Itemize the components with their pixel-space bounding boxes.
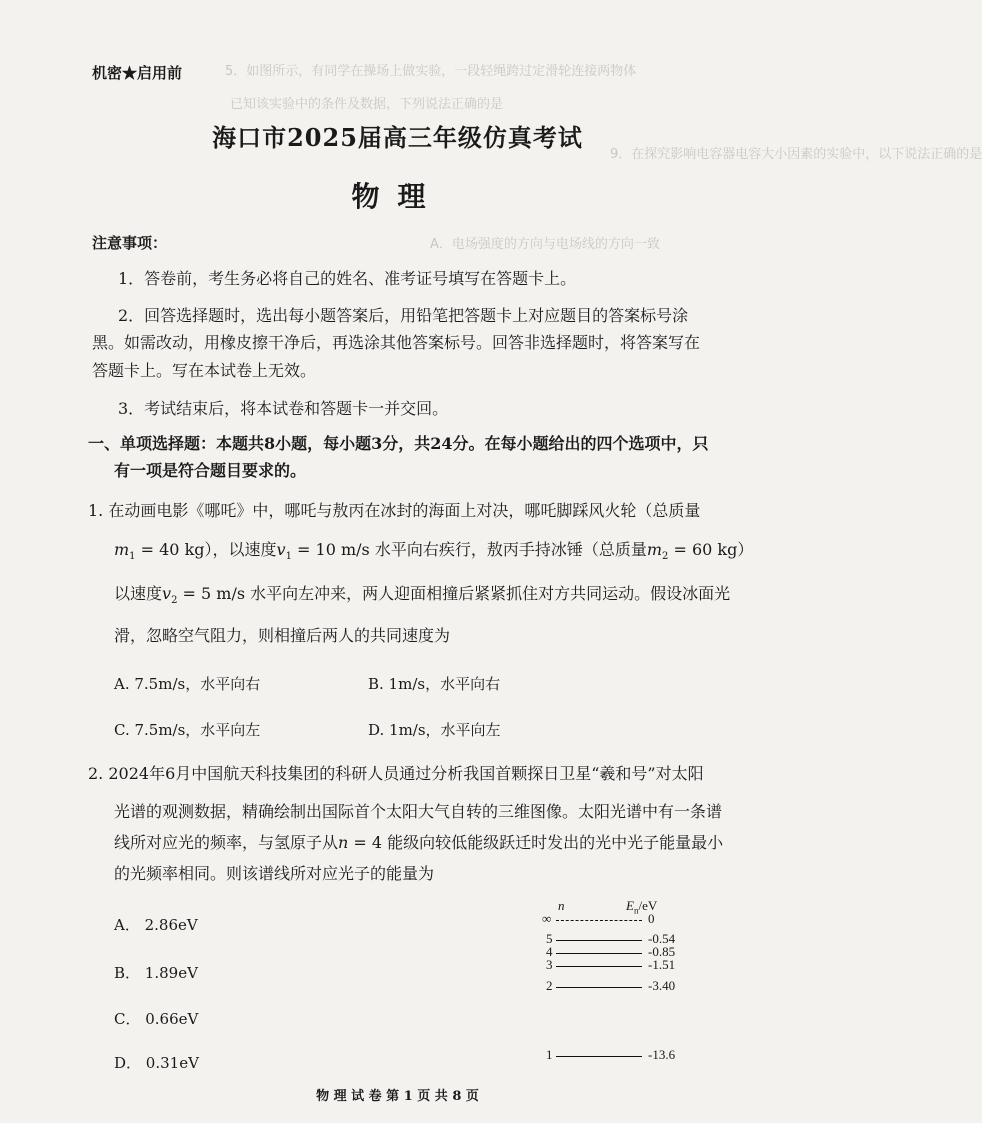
q2-stem: 线所对应光的频率，与氢原子从n = 4 能级向较低能级跃迁时发出的光中光子能量最小	[114, 833, 724, 852]
level-energy-label: -1.51	[648, 957, 676, 972]
energy-level-line	[556, 920, 642, 921]
q2-stem: 2. 2024年6月中国航天科技集团的科研人员通过分析我国首颗探日卫星“羲和号”对太阳	[88, 764, 704, 783]
level-energy-label: 0	[648, 911, 655, 926]
energy-level-line	[556, 966, 642, 967]
energy-level-line	[556, 953, 642, 954]
level-n-label: 1	[546, 1047, 553, 1062]
section-heading: 有一项是符合题目要求的。	[114, 461, 307, 480]
q1-option-d: D. 1m/s，水平向左	[368, 721, 501, 739]
bleed-through-text: 5．如图所示，有同学在操场上做实验，一段轻绳跨过定滑轮连接两物体	[225, 64, 637, 79]
section-heading: 一、单项选择题：本题共8小题，每小题3分，共24分。在每小题给出的四个选项中，只	[88, 434, 709, 453]
n-axis-label: n	[558, 898, 565, 913]
q2-stem: 光谱的观测数据，精确绘制出国际首个太阳大气自转的三维图像。太阳光谱中有一条谱	[114, 802, 723, 821]
level-n-label: 2	[546, 978, 553, 993]
level-energy-label: -13.6	[648, 1047, 676, 1062]
level-energy-label: -0.85	[648, 944, 676, 959]
q1-stem: 1. 在动画电影《哪吒》中，哪吒与敖丙在冰封的海面上对决，哪吒脚踩风火轮（总质量	[88, 501, 701, 520]
subject-title: 物理	[351, 180, 444, 213]
q1-stem: 以速度$v_2 = 5$ m/s 水平向左冲来，两人迎面相撞后紧紧抓住对方共同运动。假设冰面光	[114, 584, 731, 607]
bleed-through-text: A．电场强度的方向与电场线的方向一致	[430, 237, 660, 252]
notice-item: 1．答卷前，考生务必将自己的姓名、准考证号填写在答题卡上。	[118, 269, 577, 288]
q1-option-c: C. 7.5m/s，水平向左	[114, 721, 261, 739]
q2-option-c: C． 0.66eV	[114, 1010, 199, 1028]
q1-stem: $m_1 = 40$ kg），以速度$v_1 = 10$ m/s 水平向右疾行，敖丙手持冰锤（总质量$m_2 = 60$ kg）	[114, 540, 754, 563]
level-n-label: ∞	[542, 911, 552, 926]
level-n-label: 3	[546, 957, 553, 972]
q2-option-b: B． 1.89eV	[114, 964, 198, 982]
confidential-label: 机密★启用前	[92, 64, 183, 82]
notice-heading: 注意事项：	[92, 234, 168, 252]
page-footer: 物 理 试 卷 第 1 页 共 8 页	[316, 1089, 479, 1104]
energy-level-line	[556, 1056, 642, 1057]
notice-item: 黑。如需改动，用橡皮擦干净后，再选涂其他答案标号。回答非选择题时，将答案写在	[92, 333, 701, 352]
exam-title: 海口市2025届高三年级仿真考试	[212, 123, 583, 152]
level-n-label: 5	[546, 931, 553, 946]
q1-option-b: B. 1m/s，水平向右	[368, 675, 501, 693]
level-energy-label: -3.40	[648, 978, 676, 993]
energy-level-diagram	[530, 895, 700, 1075]
notice-item: 答题卡上。写在本试卷上无效。	[92, 361, 317, 380]
bleed-through-text: 9．在探究影响电容器电容大小因素的实验中，以下说法正确的是	[610, 147, 982, 162]
q2-stem: 的光频率相同。则该谱线所对应光子的能量为	[114, 864, 435, 883]
energy-axis-label: $E_n/eV$	[626, 898, 658, 916]
level-energy-label: -0.54	[648, 931, 676, 946]
energy-level-line	[556, 987, 642, 988]
energy-level-line	[556, 940, 642, 941]
q2-option-a: A． 2.86eV	[114, 916, 198, 934]
bleed-through-text: 已知该实验中的条件及数据，下列说法正确的是	[230, 97, 504, 112]
q2-option-d: D． 0.31eV	[114, 1054, 199, 1072]
notice-item: 2．回答选择题时，选出每小题答案后，用铅笔把答题卡上对应题目的答案标号涂	[118, 306, 689, 325]
level-n-label: 4	[546, 944, 553, 959]
q1-stem: 滑，忽略空气阻力，则相撞后两人的共同速度为	[114, 626, 451, 645]
notice-item: 3．考试结束后，将本试卷和答题卡一并交回。	[118, 399, 449, 418]
q1-option-a: A. 7.5m/s，水平向右	[114, 675, 261, 693]
